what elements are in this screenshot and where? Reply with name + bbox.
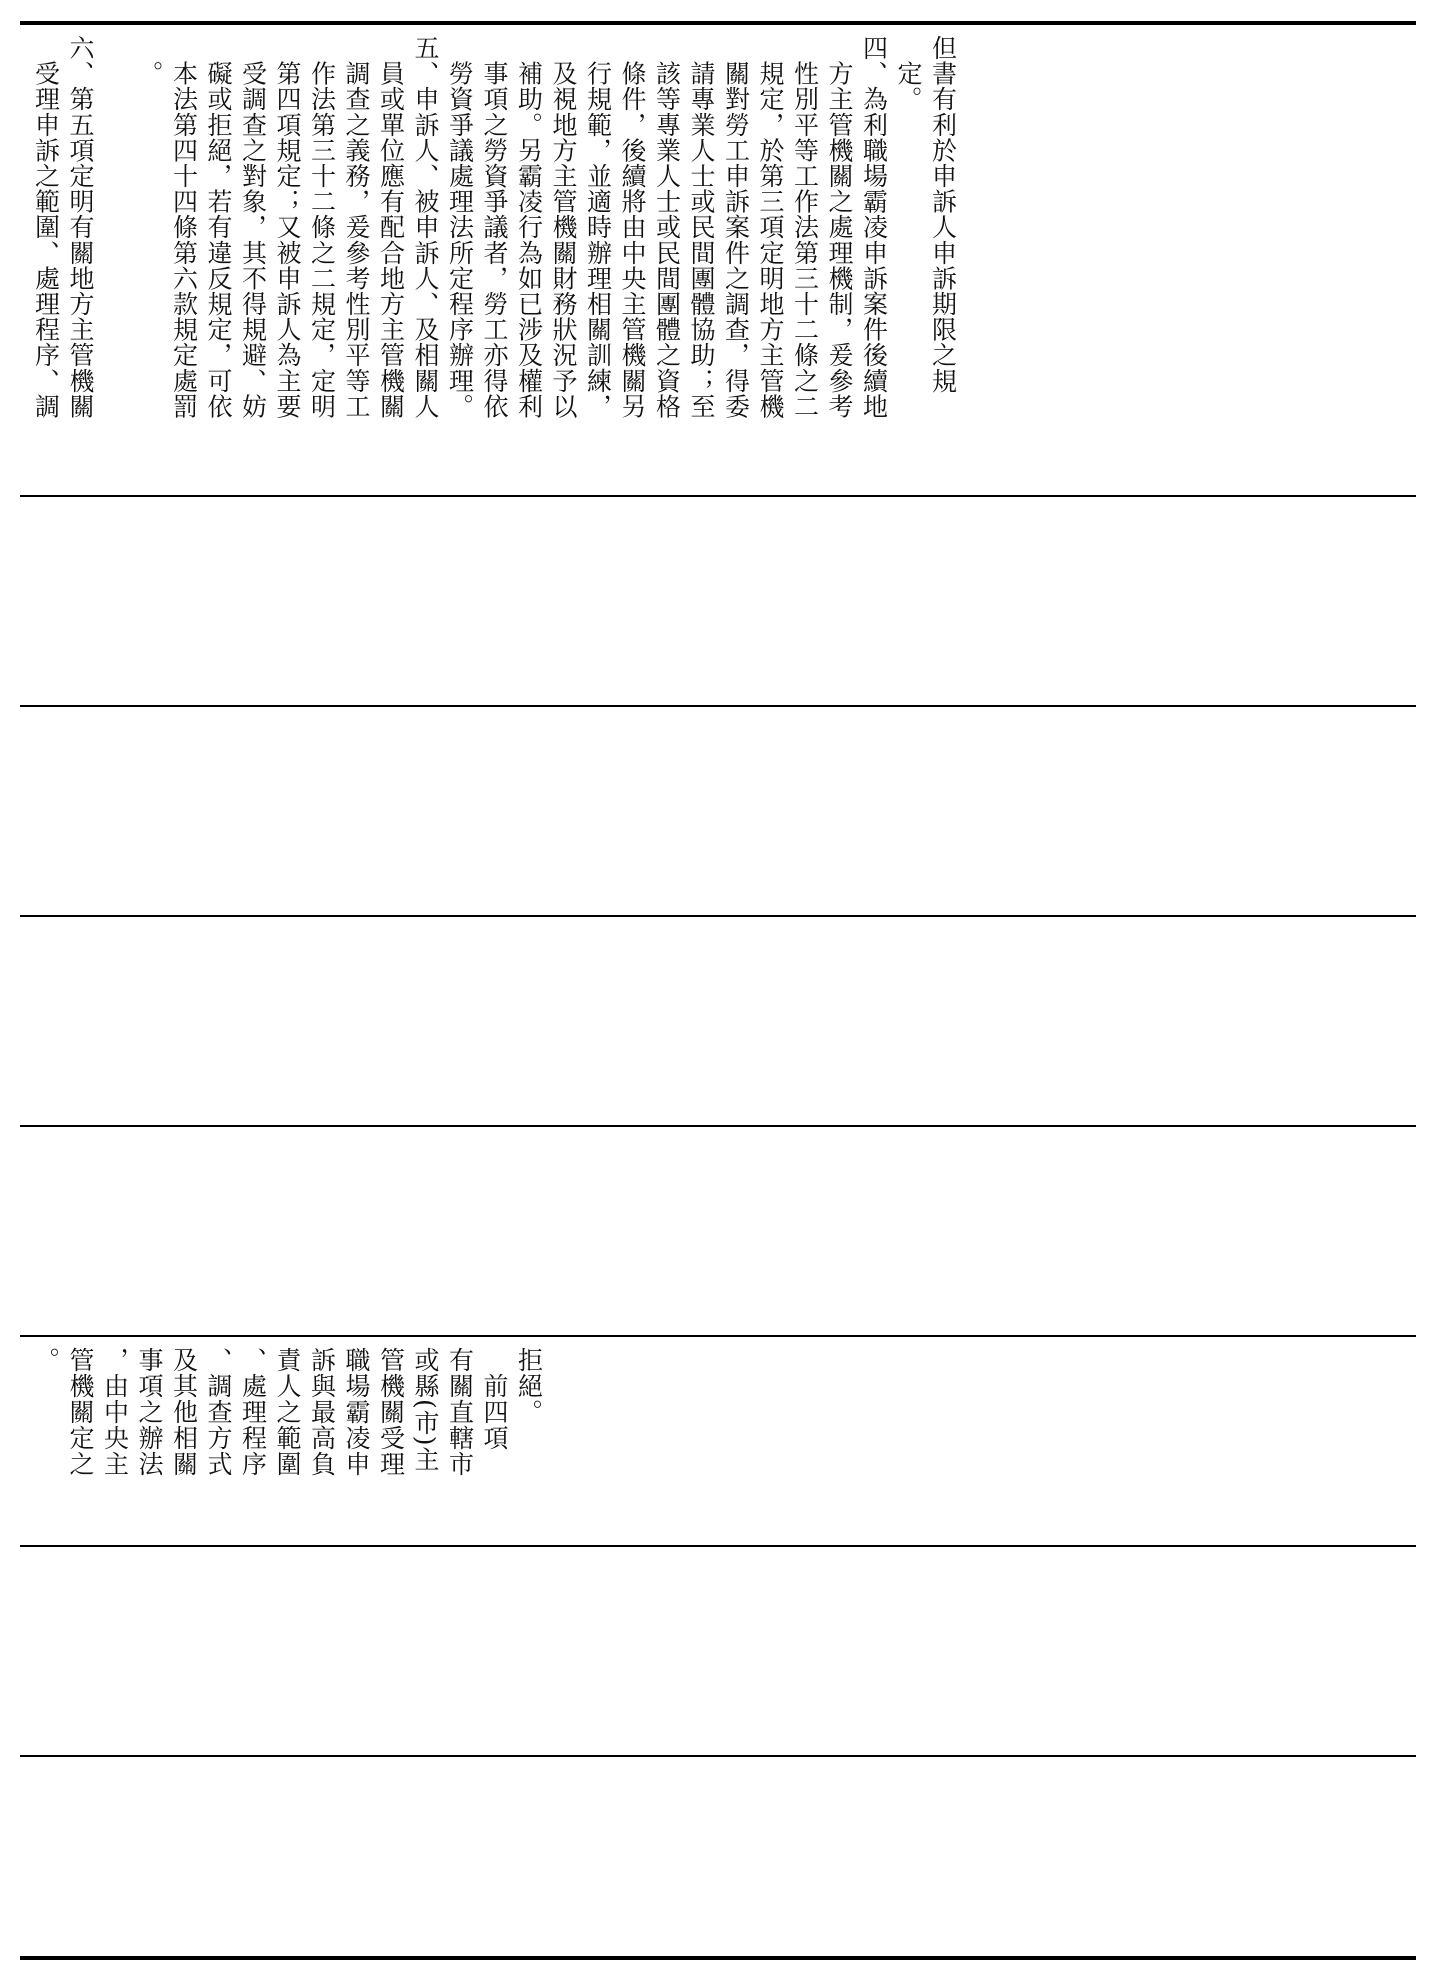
text-column: 訴與最高負	[307, 1347, 337, 1477]
empty-row	[20, 1757, 1416, 1955]
text-column: 有關直轄市	[445, 1347, 475, 1477]
text-column: 。	[31, 1347, 61, 1373]
text-column: 規定，於第三項定明地方主管機	[756, 35, 785, 419]
text-column: 勞資爭議處理法所定程序辦理。	[445, 35, 475, 419]
text-column: 請專業人士或民間團體協助；至	[687, 35, 716, 419]
text-column: 六、第五項定明有關地方主管機關	[66, 35, 95, 419]
text-column: 。	[135, 35, 164, 87]
text-column: 拒絕。	[514, 1347, 544, 1425]
empty-row	[20, 497, 1416, 705]
text-column: 事項之辦法	[135, 1347, 164, 1477]
text-column: 條件，後續將由中央主管機關另	[618, 35, 647, 419]
text-column: 礙或拒絕，若有違反規定，可依	[204, 35, 233, 419]
text-column: 、調查方式	[204, 1347, 233, 1477]
text-column: 受理申訴之範圍、處理程序、調	[31, 35, 61, 419]
text-column: 事項之勞資爭議者，勞工亦得依	[480, 35, 509, 419]
text-column: 性別平等工作法第三十二條之二	[790, 35, 820, 419]
text-column: 關對勞工申訴案件之調查，得委	[721, 35, 751, 419]
text-column: 受調查之對象，其不得規避、妨	[238, 35, 268, 419]
text-column: 第四項規定；又被申訴人為主要	[273, 35, 302, 419]
text-column: 五、申訴人、被申訴人、及相關人	[411, 35, 440, 419]
article-row	[20, 1337, 1416, 1545]
empty-row	[20, 917, 1416, 1125]
text-column: 定。	[894, 35, 923, 112]
text-column: 調查之義務，爰參考性別平等工	[342, 35, 371, 419]
text-column: 方主管機關之處理機制，爰參考	[825, 35, 854, 419]
text-column: 但書有利於申訴人申訴期限之規	[928, 35, 958, 394]
text-column: 補助。另霸凌行為如已涉及權利	[514, 35, 544, 419]
article-text	[28, 1347, 546, 1537]
text-column: 管機關定之	[66, 1347, 95, 1477]
text-column: 四、為利職場霸凌申訴案件後續地	[859, 35, 889, 419]
text-column: ，由中央主	[100, 1347, 130, 1477]
explanation-row	[20, 25, 1416, 495]
empty-row	[20, 1547, 1416, 1755]
empty-row	[20, 1127, 1416, 1335]
text-column: 管機關受理	[376, 1347, 406, 1477]
text-column: 及視地方主管機關財務狀況予以	[549, 35, 578, 419]
empty-row	[20, 707, 1416, 915]
explanation-text	[28, 35, 960, 495]
text-column: 責人之範圍	[273, 1347, 302, 1477]
text-column: 前四項	[480, 1347, 509, 1451]
text-column	[97, 35, 132, 495]
text-column: 本法第四十四條第六款規定處罰	[169, 35, 199, 419]
bottom-rule	[20, 1956, 1416, 1960]
text-column: 員或單位應有配合地方主管機關	[376, 35, 406, 419]
text-column: 職場霸凌申	[342, 1347, 371, 1477]
text-column: 及其他相關	[169, 1347, 199, 1477]
text-column: 、處理程序	[238, 1347, 268, 1477]
text-column: 或縣(市)主	[411, 1347, 440, 1473]
text-column: 作法第三十二條之二規定，定明	[307, 35, 337, 419]
text-column: 該等專業人士或民間團體之資格	[652, 35, 682, 419]
text-column: 行規範，並適時辦理相關訓練，	[583, 35, 613, 419]
